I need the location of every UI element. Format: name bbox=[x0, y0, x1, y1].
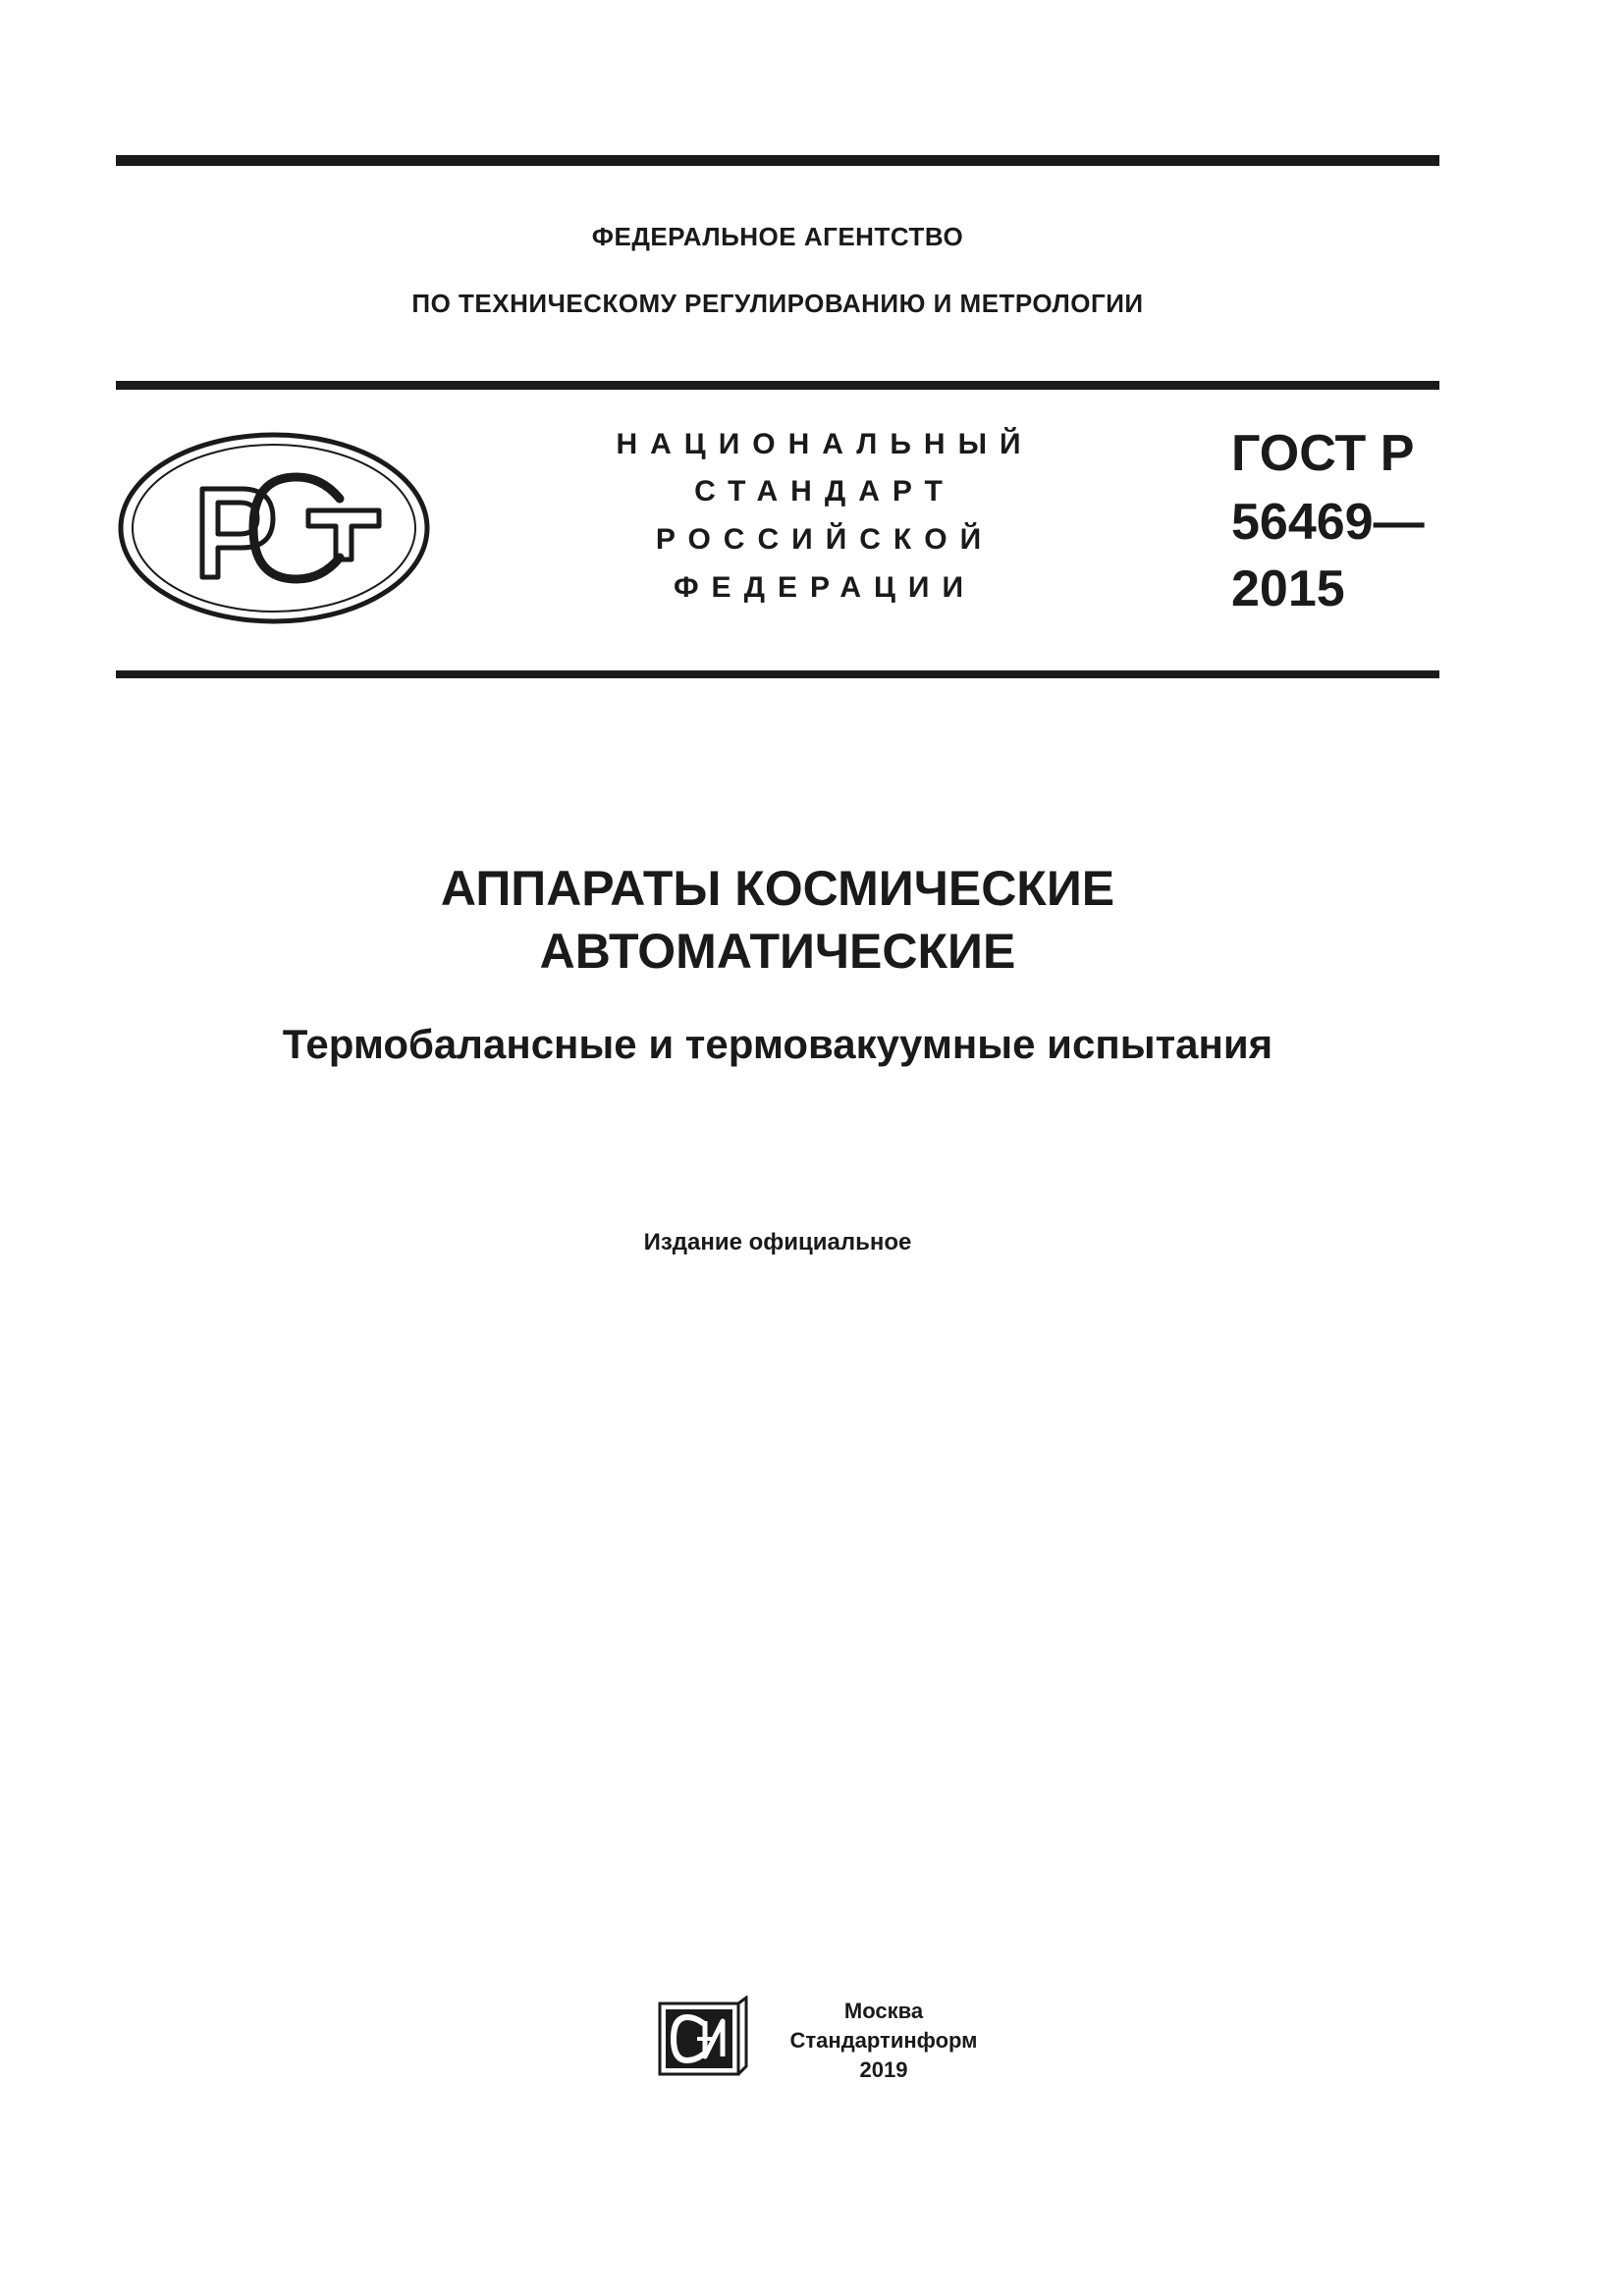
designation-line-1: ГОСТ Р bbox=[1231, 425, 1415, 482]
standartinform-logo-icon bbox=[658, 1996, 748, 2076]
standard-type-line-4: ФЕДЕРАЦИИ bbox=[673, 571, 977, 604]
standard-type-line-3: РОССИЙСКОЙ bbox=[655, 523, 995, 556]
document-subtitle: Термобалансные и термовакуумные испытания bbox=[282, 1021, 1273, 1067]
designation-line-3: 2015 bbox=[1231, 561, 1345, 617]
middle-rule bbox=[116, 381, 1439, 390]
agency-line-1: ФЕДЕРАЛЬНОЕ АГЕНТСТВО bbox=[591, 222, 964, 251]
document-title-line-2: АВТОМАТИЧЕСКИЕ bbox=[539, 924, 1016, 979]
document-title-line-1: АППАРАТЫ КОСМИЧЕСКИЕ bbox=[440, 861, 1115, 916]
designation-line-2: 56469— bbox=[1231, 494, 1425, 551]
publisher-name: Стандартинформ bbox=[789, 2028, 978, 2053]
standard-type-line-2: СТАНДАРТ bbox=[694, 475, 955, 507]
edition-label: Издание официальное bbox=[643, 1229, 912, 1255]
top-rule bbox=[116, 155, 1439, 166]
publisher-year: 2019 bbox=[859, 2057, 908, 2082]
publisher-city: Москва bbox=[843, 1999, 924, 2023]
standard-type-line-1: НАЦИОНАЛЬНЫЙ bbox=[616, 428, 1034, 460]
agency-line-2: ПО ТЕХНИЧЕСКОМУ РЕГУЛИРОВАНИЮ И МЕТРОЛОГИИ bbox=[411, 289, 1144, 318]
bottom-rule bbox=[116, 670, 1439, 678]
rst-emblem-icon bbox=[116, 430, 432, 626]
